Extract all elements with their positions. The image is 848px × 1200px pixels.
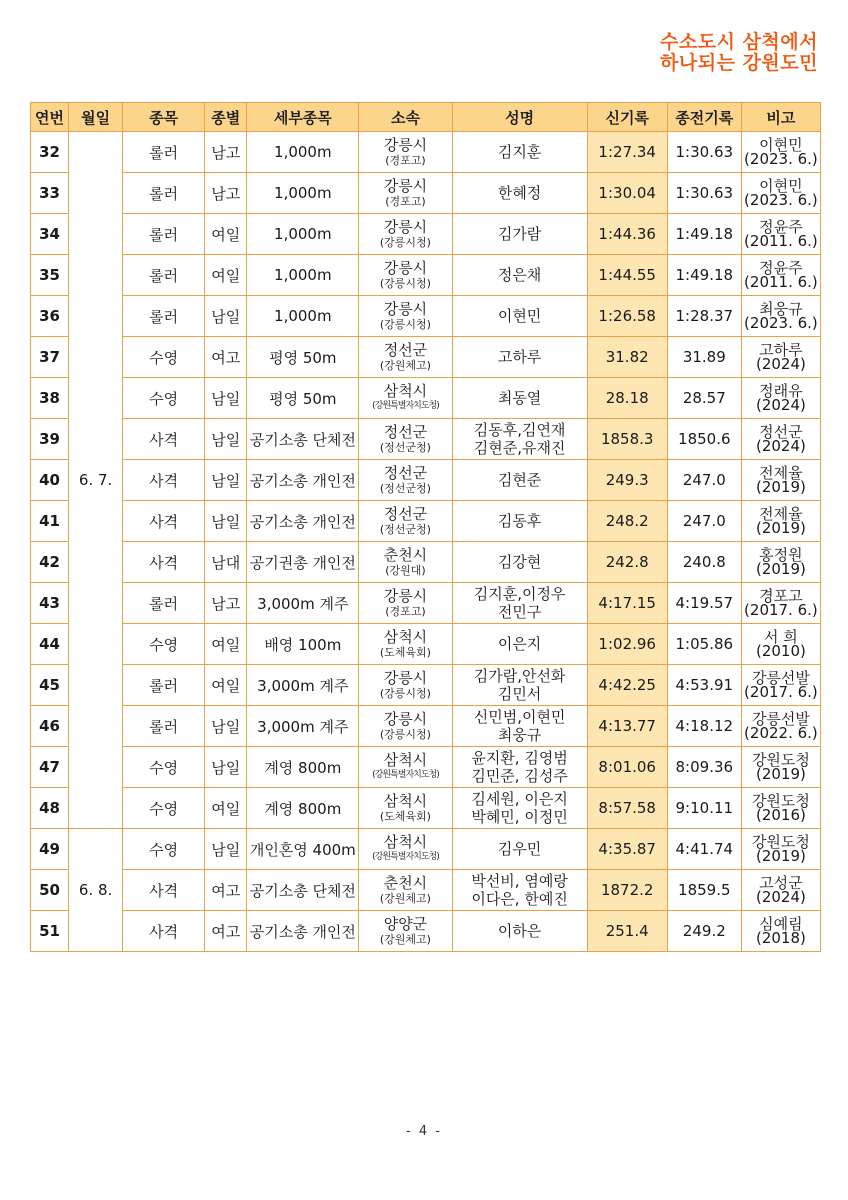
affiliation-team: (강릉시청) xyxy=(379,236,431,249)
sport-cell: 사격 xyxy=(123,460,205,501)
previous-record-cell: 4:19.57 xyxy=(667,583,741,624)
affiliation-team: (경포고) xyxy=(385,154,426,167)
record-number: 44 xyxy=(31,624,69,665)
table-row xyxy=(31,665,821,706)
event-detail-cell: 1,000m xyxy=(247,132,359,173)
note-cell: 강원도청 (2019) xyxy=(741,829,820,870)
athlete-name-cell: 신민범,이현민 최웅규 xyxy=(452,706,587,747)
new-record-cell: 1:02.96 xyxy=(587,624,667,665)
new-record-cell: 4:42.25 xyxy=(587,665,667,706)
affiliation-city: 삼척시 xyxy=(383,833,428,851)
note-cell: 강원도청 (2019) xyxy=(741,747,820,788)
sport-cell: 수영 xyxy=(123,788,205,829)
athlete-name-cell: 이은지 xyxy=(452,624,587,665)
slogan-line-1: 수소도시 삼척에서 xyxy=(660,31,818,53)
date-cell: 6. 7. xyxy=(69,132,123,829)
new-record-cell: 4:13.77 xyxy=(587,706,667,747)
table-row xyxy=(31,132,821,173)
header-org: 소속 xyxy=(359,103,452,132)
record-number: 36 xyxy=(31,296,69,337)
record-number: 38 xyxy=(31,378,69,419)
header-new-record: 신기록 xyxy=(587,103,667,132)
note-cell: 심예림 (2018) xyxy=(741,911,820,952)
table-row xyxy=(31,911,821,952)
affiliation-city: 강릉시 xyxy=(383,587,428,605)
previous-record-cell: 249.2 xyxy=(667,911,741,952)
affiliation-city: 정선군 xyxy=(383,341,428,359)
affiliation-team: (강릉시청) xyxy=(379,728,431,741)
athlete-name-cell: 최동열 xyxy=(452,378,587,419)
affiliation-cell xyxy=(359,132,452,173)
table-row xyxy=(31,829,821,870)
table-row xyxy=(31,460,821,501)
record-number: 43 xyxy=(31,583,69,624)
sport-cell: 수영 xyxy=(123,378,205,419)
event-detail-cell: 공기소총 개인전 xyxy=(247,911,359,952)
new-record-cell: 249.3 xyxy=(587,460,667,501)
affiliation-cell xyxy=(359,911,452,952)
affiliation-team: (정선군청) xyxy=(379,441,431,454)
new-record-cell: 31.82 xyxy=(587,337,667,378)
sport-cell: 롤러 xyxy=(123,132,205,173)
affiliation-cell xyxy=(359,419,452,460)
affiliation-city: 정선군 xyxy=(383,505,428,523)
header-date: 월일 xyxy=(69,103,123,132)
category-cell: 남고 xyxy=(205,583,247,624)
category-cell: 남일 xyxy=(205,747,247,788)
sport-cell: 사격 xyxy=(123,911,205,952)
affiliation-cell xyxy=(359,583,452,624)
event-detail-cell: 1,000m xyxy=(247,296,359,337)
header-sport: 종목 xyxy=(123,103,205,132)
previous-record-cell: 247.0 xyxy=(667,501,741,542)
event-detail-cell: 공기소총 단체전 xyxy=(247,419,359,460)
sport-cell: 롤러 xyxy=(123,706,205,747)
affiliation-city: 강릉시 xyxy=(383,710,428,728)
category-cell: 남대 xyxy=(205,542,247,583)
athlete-name-cell: 김강현 xyxy=(452,542,587,583)
note-cell: 정래유 (2024) xyxy=(741,378,820,419)
category-cell: 남일 xyxy=(205,296,247,337)
new-record-cell: 8:57.58 xyxy=(587,788,667,829)
affiliation-team: (강원체고) xyxy=(379,892,431,905)
sport-cell: 롤러 xyxy=(123,255,205,296)
sport-cell: 롤러 xyxy=(123,173,205,214)
slogan-line-2: 하나되는 강원도민 xyxy=(660,52,818,74)
previous-record-cell: 1:05.86 xyxy=(667,624,741,665)
note-cell: 강릉선발 (2017. 6.) xyxy=(741,665,820,706)
affiliation-cell xyxy=(359,296,452,337)
previous-record-cell: 28.57 xyxy=(667,378,741,419)
new-record-cell: 4:35.87 xyxy=(587,829,667,870)
previous-record-cell: 240.8 xyxy=(667,542,741,583)
header-row xyxy=(31,103,821,132)
note-cell: 경포고 (2017. 6.) xyxy=(741,583,820,624)
sport-cell: 수영 xyxy=(123,829,205,870)
previous-record-cell: 4:18.12 xyxy=(667,706,741,747)
new-record-cell: 4:17.15 xyxy=(587,583,667,624)
affiliation-team: (경포고) xyxy=(385,195,426,208)
affiliation-team: (강원특별자치도청) xyxy=(372,852,439,862)
note-cell: 홍정원 (2019) xyxy=(741,542,820,583)
category-cell: 남일 xyxy=(205,501,247,542)
affiliation-team: (도체육회) xyxy=(379,646,431,659)
category-cell: 남일 xyxy=(205,378,247,419)
category-cell: 여일 xyxy=(205,214,247,255)
note-cell: 이현민 (2023. 6.) xyxy=(741,173,820,214)
new-record-cell: 1:26.58 xyxy=(587,296,667,337)
event-detail-cell: 3,000m 계주 xyxy=(247,665,359,706)
previous-record-cell: 31.89 xyxy=(667,337,741,378)
record-number: 46 xyxy=(31,706,69,747)
header-detail: 세부종목 xyxy=(247,103,359,132)
category-cell: 남일 xyxy=(205,460,247,501)
affiliation-city: 삼척시 xyxy=(383,382,428,400)
affiliation-cell xyxy=(359,829,452,870)
note-cell: 강원도청 (2016) xyxy=(741,788,820,829)
category-cell: 남일 xyxy=(205,829,247,870)
note-cell: 서 희 (2010) xyxy=(741,624,820,665)
new-record-cell: 1:44.55 xyxy=(587,255,667,296)
previous-record-cell: 8:09.36 xyxy=(667,747,741,788)
table-row xyxy=(31,173,821,214)
affiliation-city: 강릉시 xyxy=(383,669,428,687)
event-detail-cell: 평영 50m xyxy=(247,337,359,378)
record-number: 32 xyxy=(31,132,69,173)
header-name: 성명 xyxy=(452,103,587,132)
page-number: - 4 - xyxy=(406,1124,442,1139)
record-number: 39 xyxy=(31,419,69,460)
event-detail-cell: 배영 100m xyxy=(247,624,359,665)
previous-record-cell: 9:10.11 xyxy=(667,788,741,829)
table-row xyxy=(31,419,821,460)
sport-cell: 롤러 xyxy=(123,296,205,337)
table-row xyxy=(31,378,821,419)
category-cell: 여고 xyxy=(205,911,247,952)
affiliation-city: 강릉시 xyxy=(383,136,428,154)
note-cell: 강릉선발 (2022. 6.) xyxy=(741,706,820,747)
new-record-cell: 242.8 xyxy=(587,542,667,583)
athlete-name-cell: 한혜정 xyxy=(452,173,587,214)
category-cell: 남고 xyxy=(205,132,247,173)
affiliation-cell xyxy=(359,255,452,296)
new-record-cell: 8:01.06 xyxy=(587,747,667,788)
event-detail-cell: 1,000m xyxy=(247,255,359,296)
header-prev-record: 종전기록 xyxy=(667,103,741,132)
record-number: 42 xyxy=(31,542,69,583)
affiliation-team: (강릉시청) xyxy=(379,277,431,290)
sport-cell: 수영 xyxy=(123,747,205,788)
previous-record-cell: 1:49.18 xyxy=(667,214,741,255)
record-number: 41 xyxy=(31,501,69,542)
affiliation-cell xyxy=(359,173,452,214)
sport-cell: 롤러 xyxy=(123,214,205,255)
event-detail-cell: 공기소총 개인전 xyxy=(247,501,359,542)
athlete-name-cell: 이현민 xyxy=(452,296,587,337)
note-cell: 고하루 (2024) xyxy=(741,337,820,378)
athlete-name-cell: 정은채 xyxy=(452,255,587,296)
athlete-name-cell: 이하은 xyxy=(452,911,587,952)
athlete-name-cell: 김동후 xyxy=(452,501,587,542)
table-row xyxy=(31,788,821,829)
affiliation-team: (강원체고) xyxy=(379,359,431,372)
new-record-cell: 248.2 xyxy=(587,501,667,542)
note-cell: 전제율 (2019) xyxy=(741,460,820,501)
record-number: 40 xyxy=(31,460,69,501)
affiliation-city: 양양군 xyxy=(383,915,428,933)
sport-cell: 사격 xyxy=(123,419,205,460)
athlete-name-cell: 김우민 xyxy=(452,829,587,870)
header-category: 종별 xyxy=(205,103,247,132)
category-cell: 여일 xyxy=(205,788,247,829)
sport-cell: 롤러 xyxy=(123,665,205,706)
affiliation-team: (강원대) xyxy=(385,564,426,577)
note-cell: 정윤주 (2011. 6.) xyxy=(741,255,820,296)
affiliation-cell xyxy=(359,747,452,788)
note-cell: 정윤주 (2011. 6.) xyxy=(741,214,820,255)
affiliation-cell xyxy=(359,501,452,542)
previous-record-cell: 1850.6 xyxy=(667,419,741,460)
new-record-cell: 251.4 xyxy=(587,911,667,952)
note-cell: 최웅규 (2023. 6.) xyxy=(741,296,820,337)
athlete-name-cell: 김가람,안선화 김민서 xyxy=(452,665,587,706)
category-cell: 여일 xyxy=(205,665,247,706)
category-cell: 여고 xyxy=(205,870,247,911)
slogan xyxy=(660,32,818,74)
athlete-name-cell: 김세원, 이은지 박혜민, 이정민 xyxy=(452,788,587,829)
affiliation-city: 강릉시 xyxy=(383,300,428,318)
affiliation-cell xyxy=(359,706,452,747)
event-detail-cell: 1,000m xyxy=(247,173,359,214)
note-cell: 정선군 (2024) xyxy=(741,419,820,460)
record-number: 48 xyxy=(31,788,69,829)
affiliation-cell xyxy=(359,788,452,829)
affiliation-cell xyxy=(359,337,452,378)
affiliation-team: (정선군청) xyxy=(379,482,431,495)
affiliation-cell xyxy=(359,460,452,501)
record-number: 37 xyxy=(31,337,69,378)
event-detail-cell: 3,000m 계주 xyxy=(247,583,359,624)
affiliation-team: (강릉시청) xyxy=(379,687,431,700)
event-detail-cell: 개인혼영 400m xyxy=(247,829,359,870)
affiliation-cell xyxy=(359,624,452,665)
affiliation-cell xyxy=(359,378,452,419)
table-row xyxy=(31,583,821,624)
event-detail-cell: 공기소총 단체전 xyxy=(247,870,359,911)
affiliation-cell xyxy=(359,870,452,911)
category-cell: 남고 xyxy=(205,173,247,214)
affiliation-team: (강릉시청) xyxy=(379,318,431,331)
table-row xyxy=(31,747,821,788)
previous-record-cell: 1:30.63 xyxy=(667,173,741,214)
record-number: 45 xyxy=(31,665,69,706)
record-number: 50 xyxy=(31,870,69,911)
new-record-cell: 1:44.36 xyxy=(587,214,667,255)
note-cell: 전제율 (2019) xyxy=(741,501,820,542)
note-cell: 고성군 (2024) xyxy=(741,870,820,911)
record-number: 51 xyxy=(31,911,69,952)
event-detail-cell: 평영 50m xyxy=(247,378,359,419)
record-number: 33 xyxy=(31,173,69,214)
sport-cell: 수영 xyxy=(123,337,205,378)
athlete-name-cell: 박선비, 염예랑 이다은, 한예진 xyxy=(452,870,587,911)
table-row xyxy=(31,255,821,296)
athlete-name-cell: 김동후,김연재 김현준,유재진 xyxy=(452,419,587,460)
sport-cell: 사격 xyxy=(123,542,205,583)
records-body xyxy=(31,132,821,952)
previous-record-cell: 247.0 xyxy=(667,460,741,501)
affiliation-cell xyxy=(359,665,452,706)
affiliation-team: (강원체고) xyxy=(379,933,431,946)
sport-cell: 사격 xyxy=(123,870,205,911)
table-row xyxy=(31,624,821,665)
previous-record-cell: 1:28.37 xyxy=(667,296,741,337)
previous-record-cell: 1:49.18 xyxy=(667,255,741,296)
athlete-name-cell: 윤지환, 김영범 김민준, 김성주 xyxy=(452,747,587,788)
sport-cell: 수영 xyxy=(123,624,205,665)
previous-record-cell: 4:41.74 xyxy=(667,829,741,870)
athlete-name-cell: 김지훈,이정우 전민구 xyxy=(452,583,587,624)
event-detail-cell: 공기소총 개인전 xyxy=(247,460,359,501)
sport-cell: 롤러 xyxy=(123,583,205,624)
athlete-name-cell: 고하루 xyxy=(452,337,587,378)
note-cell: 이현민 (2023. 6.) xyxy=(741,132,820,173)
category-cell: 여일 xyxy=(205,255,247,296)
new-record-cell: 1858.3 xyxy=(587,419,667,460)
event-detail-cell: 계영 800m xyxy=(247,747,359,788)
record-number: 34 xyxy=(31,214,69,255)
header-no: 연번 xyxy=(31,103,69,132)
affiliation-team: (강원특별자치도청) xyxy=(372,401,439,411)
table-row xyxy=(31,706,821,747)
event-detail-cell: 계영 800m xyxy=(247,788,359,829)
affiliation-city: 강릉시 xyxy=(383,177,428,195)
athlete-name-cell: 김지훈 xyxy=(452,132,587,173)
header-note: 비고 xyxy=(741,103,820,132)
athlete-name-cell: 김가람 xyxy=(452,214,587,255)
affiliation-city: 삼척시 xyxy=(383,751,428,769)
table-row xyxy=(31,337,821,378)
sport-cell: 사격 xyxy=(123,501,205,542)
table-row xyxy=(31,501,821,542)
affiliation-city: 춘천시 xyxy=(383,546,428,564)
previous-record-cell: 4:53.91 xyxy=(667,665,741,706)
affiliation-team: (강원특별자치도청) xyxy=(372,770,439,780)
event-detail-cell: 공기권총 개인전 xyxy=(247,542,359,583)
affiliation-city: 정선군 xyxy=(383,464,428,482)
records-table xyxy=(30,102,821,952)
athlete-name-cell: 김현준 xyxy=(452,460,587,501)
previous-record-cell: 1:30.63 xyxy=(667,132,741,173)
affiliation-team: (경포고) xyxy=(385,605,426,618)
event-detail-cell: 1,000m xyxy=(247,214,359,255)
new-record-cell: 1872.2 xyxy=(587,870,667,911)
table-row xyxy=(31,542,821,583)
event-detail-cell: 3,000m 계주 xyxy=(247,706,359,747)
table-row xyxy=(31,870,821,911)
affiliation-team: (도체육회) xyxy=(379,810,431,823)
record-number: 47 xyxy=(31,747,69,788)
category-cell: 여고 xyxy=(205,337,247,378)
category-cell: 남일 xyxy=(205,706,247,747)
table-row xyxy=(31,296,821,337)
category-cell: 남일 xyxy=(205,419,247,460)
previous-record-cell: 1859.5 xyxy=(667,870,741,911)
new-record-cell: 1:27.34 xyxy=(587,132,667,173)
table-row xyxy=(31,214,821,255)
affiliation-team: (정선군청) xyxy=(379,523,431,536)
category-cell: 여일 xyxy=(205,624,247,665)
record-number: 35 xyxy=(31,255,69,296)
new-record-cell: 28.18 xyxy=(587,378,667,419)
date-cell: 6. 8. xyxy=(69,829,123,952)
affiliation-city: 삼척시 xyxy=(383,792,428,810)
affiliation-city: 강릉시 xyxy=(383,218,428,236)
affiliation-city: 정선군 xyxy=(383,423,428,441)
affiliation-city: 춘천시 xyxy=(383,874,428,892)
new-record-cell: 1:30.04 xyxy=(587,173,667,214)
affiliation-cell xyxy=(359,214,452,255)
affiliation-cell xyxy=(359,542,452,583)
affiliation-city: 강릉시 xyxy=(383,259,428,277)
affiliation-city: 삼척시 xyxy=(383,628,428,646)
record-number: 49 xyxy=(31,829,69,870)
